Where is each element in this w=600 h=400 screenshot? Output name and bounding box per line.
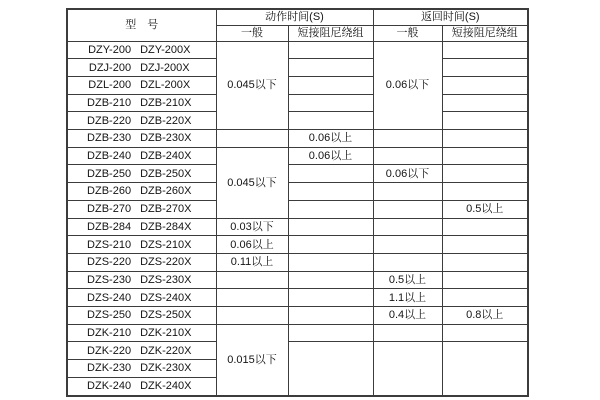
model-cell — [67, 76, 216, 94]
return-damping-cell — [442, 218, 528, 236]
table-body — [67, 41, 528, 396]
model-name-x: DZK-210X — [140, 327, 192, 340]
action-general-cell — [216, 130, 288, 148]
table-row — [67, 271, 528, 289]
model-name-x: DZS-210X — [140, 238, 192, 251]
return-general-cell — [373, 253, 442, 271]
model-cell — [67, 289, 216, 307]
model-name-x: DZB-240X — [140, 150, 192, 163]
model-cell — [67, 112, 216, 130]
model-name-x: DZB-250X — [140, 167, 192, 180]
header-action-general: 一般 — [216, 25, 288, 41]
action-general-cell: 0.03以下 — [216, 218, 288, 236]
model-name: DZJ-200 — [88, 61, 132, 74]
return-damping-cell: 0.5以上 — [442, 200, 528, 218]
table-row — [67, 236, 528, 254]
header-row-1 — [67, 9, 528, 25]
return-general-cell — [373, 147, 442, 165]
return-general-cell — [373, 183, 442, 201]
action-general-cell — [216, 307, 288, 325]
action-damping-cell: 0.06以上 — [288, 147, 373, 165]
table-row — [67, 147, 528, 165]
action-damping-cell — [288, 342, 373, 396]
action-damping-cell — [288, 94, 373, 112]
model-cell — [67, 130, 216, 148]
model-name-x: DZB-284X — [140, 220, 192, 233]
return-general-cell: 0.4以上 — [373, 307, 442, 325]
model-cell — [67, 307, 216, 325]
action-damping-cell — [288, 271, 373, 289]
model-name: DZB-210 — [87, 96, 132, 109]
action-general-cell: 0.045以下 — [216, 147, 288, 218]
header-return-general: 一般 — [373, 25, 442, 41]
return-general-cell: 0.06以下 — [373, 41, 442, 130]
return-damping-cell — [442, 165, 528, 183]
action-damping-cell — [288, 253, 373, 271]
table-row — [67, 289, 528, 307]
model-name: DZB-230 — [87, 132, 132, 145]
model-name-x: DZB-260X — [140, 185, 192, 198]
model-cell — [67, 377, 216, 396]
table-row — [67, 59, 528, 77]
return-damping-cell — [442, 236, 528, 254]
model-cell — [67, 236, 216, 254]
action-damping-cell — [288, 324, 373, 342]
model-name-x: DZL-200X — [140, 79, 191, 92]
model-name-x: DZS-250X — [140, 309, 192, 322]
header-action-damping: 短接阻尼绕组 — [288, 25, 373, 41]
return-general-cell — [373, 324, 442, 342]
model-name: DZB-240 — [87, 150, 132, 163]
action-general-cell: 0.11以上 — [216, 253, 288, 271]
model-cell — [67, 147, 216, 165]
model-name-x: DZK-230X — [140, 362, 192, 375]
return-general-cell — [373, 218, 442, 236]
return-damping-cell — [442, 289, 528, 307]
return-general-cell — [373, 200, 442, 218]
return-damping-cell — [442, 324, 528, 342]
action-damping-cell — [288, 236, 373, 254]
model-name: DZK-220 — [87, 344, 132, 357]
model-name: DZS-250 — [87, 309, 132, 322]
return-damping-cell — [442, 342, 528, 396]
table-row — [67, 94, 528, 112]
table-row — [67, 130, 528, 148]
model-cell — [67, 218, 216, 236]
return-damping-cell: 0.8以上 — [442, 307, 528, 325]
header-action-time: 动作时间(S) — [216, 9, 373, 25]
model-cell — [67, 342, 216, 360]
return-damping-cell — [442, 59, 528, 77]
model-name-x: DZK-240X — [140, 380, 192, 393]
relay-spec-table — [66, 8, 529, 397]
table-row — [67, 112, 528, 130]
table-row — [67, 76, 528, 94]
model-name-x: DZB-230X — [140, 132, 192, 145]
model-name-x: DZK-220X — [140, 344, 192, 357]
action-general-cell: 0.015以下 — [216, 324, 288, 396]
header-return-damping: 短接阻尼绕组 — [442, 25, 528, 41]
table-header — [67, 9, 528, 41]
table-row — [67, 165, 528, 183]
table-row — [67, 324, 528, 342]
return-damping-cell — [442, 147, 528, 165]
return-general-cell — [373, 236, 442, 254]
model-name: DZK-210 — [87, 327, 132, 340]
model-name-x: DZB-210X — [140, 96, 192, 109]
model-cell — [67, 94, 216, 112]
return-damping-cell — [442, 76, 528, 94]
header-return-time: 返回时间(S) — [373, 9, 528, 25]
model-name: DZB-284 — [87, 220, 132, 233]
model-name: DZL-200 — [88, 79, 132, 92]
model-name: DZB-270 — [87, 203, 132, 216]
action-damping-cell — [288, 59, 373, 77]
return-damping-cell — [442, 183, 528, 201]
model-name-x: DZS-240X — [140, 291, 192, 304]
model-name: DZK-240 — [87, 380, 132, 393]
model-cell — [67, 271, 216, 289]
model-name-x: DZB-220X — [140, 114, 192, 127]
return-general-cell: 0.06以下 — [373, 165, 442, 183]
action-damping-cell — [288, 200, 373, 218]
action-damping-cell — [288, 41, 373, 59]
action-damping-cell: 0.06以上 — [288, 130, 373, 148]
model-name-x: DZY-200X — [140, 43, 191, 56]
action-damping-cell — [288, 112, 373, 130]
return-general-cell — [373, 342, 442, 396]
action-damping-cell — [288, 165, 373, 183]
model-name: DZY-200 — [88, 43, 132, 56]
model-name: DZB-220 — [87, 114, 132, 127]
model-cell — [67, 360, 216, 378]
action-damping-cell — [288, 307, 373, 325]
return-damping-cell — [442, 130, 528, 148]
model-name: DZK-230 — [87, 362, 132, 375]
model-name-x: DZS-230X — [140, 273, 192, 286]
model-name: DZS-240 — [87, 291, 132, 304]
action-general-cell: 0.045以下 — [216, 41, 288, 130]
action-damping-cell — [288, 218, 373, 236]
table-row — [67, 218, 528, 236]
return-damping-cell — [442, 94, 528, 112]
return-general-cell: 1.1以上 — [373, 289, 442, 307]
model-name-x: DZJ-200X — [140, 61, 190, 74]
table-row — [67, 253, 528, 271]
model-name: DZS-220 — [87, 256, 132, 269]
action-general-cell: 0.06以上 — [216, 236, 288, 254]
model-cell — [67, 200, 216, 218]
model-name: DZS-230 — [87, 273, 132, 286]
action-general-cell — [216, 271, 288, 289]
table-row — [67, 200, 528, 218]
model-name: DZS-210 — [87, 238, 132, 251]
action-damping-cell — [288, 289, 373, 307]
return-damping-cell — [442, 112, 528, 130]
action-damping-cell — [288, 76, 373, 94]
model-name: DZB-250 — [87, 167, 132, 180]
model-cell — [67, 253, 216, 271]
model-name: DZB-260 — [87, 185, 132, 198]
table-row — [67, 342, 528, 360]
action-general-cell — [216, 289, 288, 307]
return-damping-cell — [442, 41, 528, 59]
table-row — [67, 307, 528, 325]
model-name-x: DZB-270X — [140, 203, 192, 216]
return-general-cell: 0.5以上 — [373, 271, 442, 289]
header-model: 型 号 — [67, 9, 216, 41]
model-cell — [67, 41, 216, 59]
model-cell — [67, 183, 216, 201]
model-cell — [67, 59, 216, 77]
return-general-cell — [373, 130, 442, 148]
table-row — [67, 183, 528, 201]
model-cell — [67, 324, 216, 342]
return-damping-cell — [442, 253, 528, 271]
return-damping-cell — [442, 271, 528, 289]
model-cell — [67, 165, 216, 183]
model-name-x: DZS-220X — [140, 256, 192, 269]
action-damping-cell — [288, 183, 373, 201]
table-row — [67, 41, 528, 59]
